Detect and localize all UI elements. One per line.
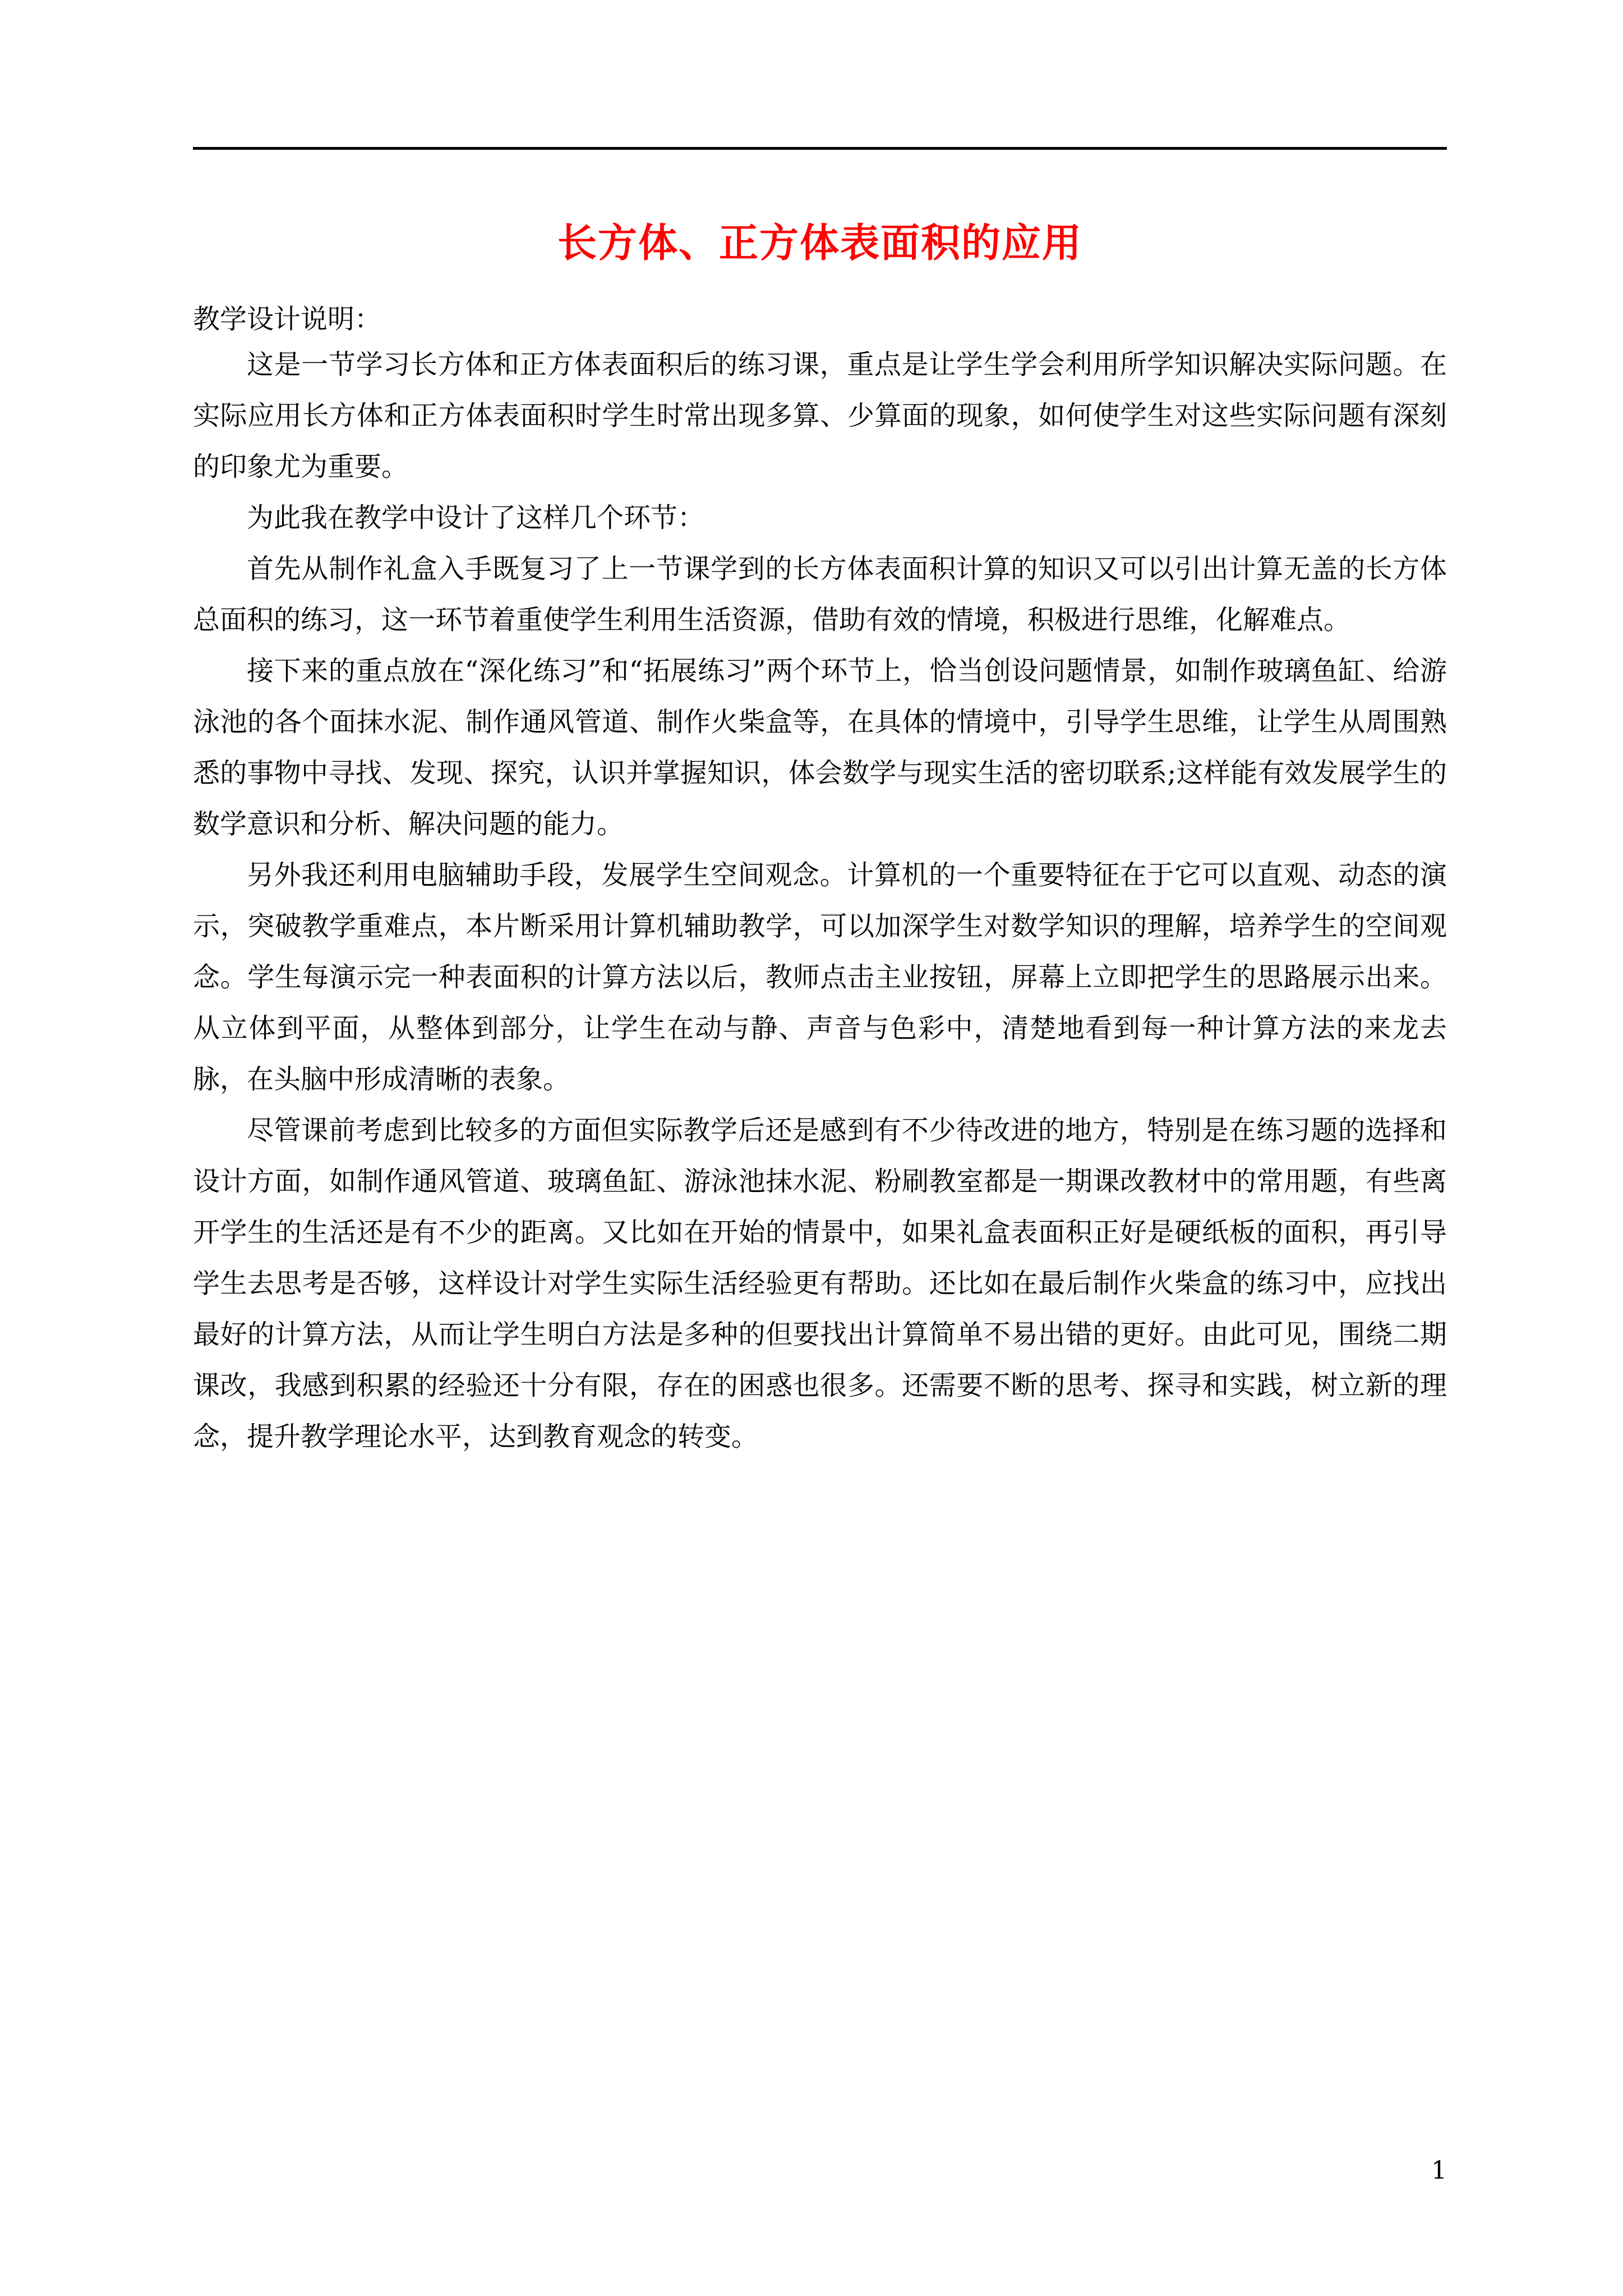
paragraph: 尽管课前考虑到比较多的方面但实际教学后还是感到有不少待改进的地方，特别是在练习题的选择和设计方面，如制作通风管道、玻璃鱼缸、游泳池抹水泥、粉刷教室都是一期课改教材中的常用题，有些离开学生的生活还是有不少的距离。又比如在开始的情景中，如果礼盒表面积正好是硬纸板的面积，再引导学生去思考是否够，这样设计对学生实际生活经验更有帮助。还比如在最后制作火柴盒的练习中，应找出最好的计算方法，从而让学生明白方法是多种的但要找出计算简单不易出错的更好。由此可见，围绕二期课改，我感到积累的经验还十分有限，存在的困惑也很多。还需要不断的思考、探寻和实践，树立新的理念，提升教学理论水平，达到教育观念的转变。 — [193, 1115, 1447, 1452]
paragraph: 这是一节学习长方体和正方体表面积后的练习课，重点是让学生学会利用所学知识解决实际问题。在实际应用长方体和正方体表面积时学生时常出现多算、少算面的现象，如何使学生对这些实际问题有深刻的印象尤为重要。 — [193, 349, 1447, 482]
document-title: 长方体、正方体表面积的应用 — [557, 219, 1082, 266]
paragraph: 首先从制作礼盒入手既复习了上一节课学到的长方体表面积计算的知识又可以引出计算无盖的长方体总面积的练习，这一环节着重使学生利用生活资源，借助有效的情境，积极进行思维，化解难点。 — [193, 553, 1447, 636]
header-rule — [193, 147, 1447, 150]
paragraph: 另外我还利用电脑辅助手段，发展学生空间观念。计算机的一个重要特征在于它可以直观、动态的演示，突破教学重难点，本片断采用计算机辅助教学，可以加深学生对数学知识的理解，培养学生的空间观念。学生每演示完一种表面积的计算方法以后，教师点击主业按钮，屏幕上立即把学生的思路展示出来。从立体到平面，从整体到部分，让学生在动与静、声音与色彩中，清楚地看到每一种计算方法的来龙去脉，在头脑中形成清晰的表象。 — [193, 859, 1447, 1095]
section-label: 教学设计说明： — [193, 303, 382, 335]
body-text — [193, 339, 1447, 1462]
paragraph: 接下来的重点放在“深化练习”和“拓展练习”两个环节上，恰当创设问题情景，如制作玻璃鱼缸、给游泳池的各个面抹水泥、制作通风管道、制作火柴盒等，在具体的情境中，引导学生思维，让学生从周围熟悉的事物中寻找、发现、探究，认识并掌握知识，体会数学与现实生活的密切联系;这样能有效发展学生的数学意识和分析、解决问题的能力。 — [193, 655, 1447, 840]
paragraph: 为此我在教学中设计了这样几个环节： — [247, 502, 705, 533]
page-number: 1 — [1431, 2156, 1447, 2185]
